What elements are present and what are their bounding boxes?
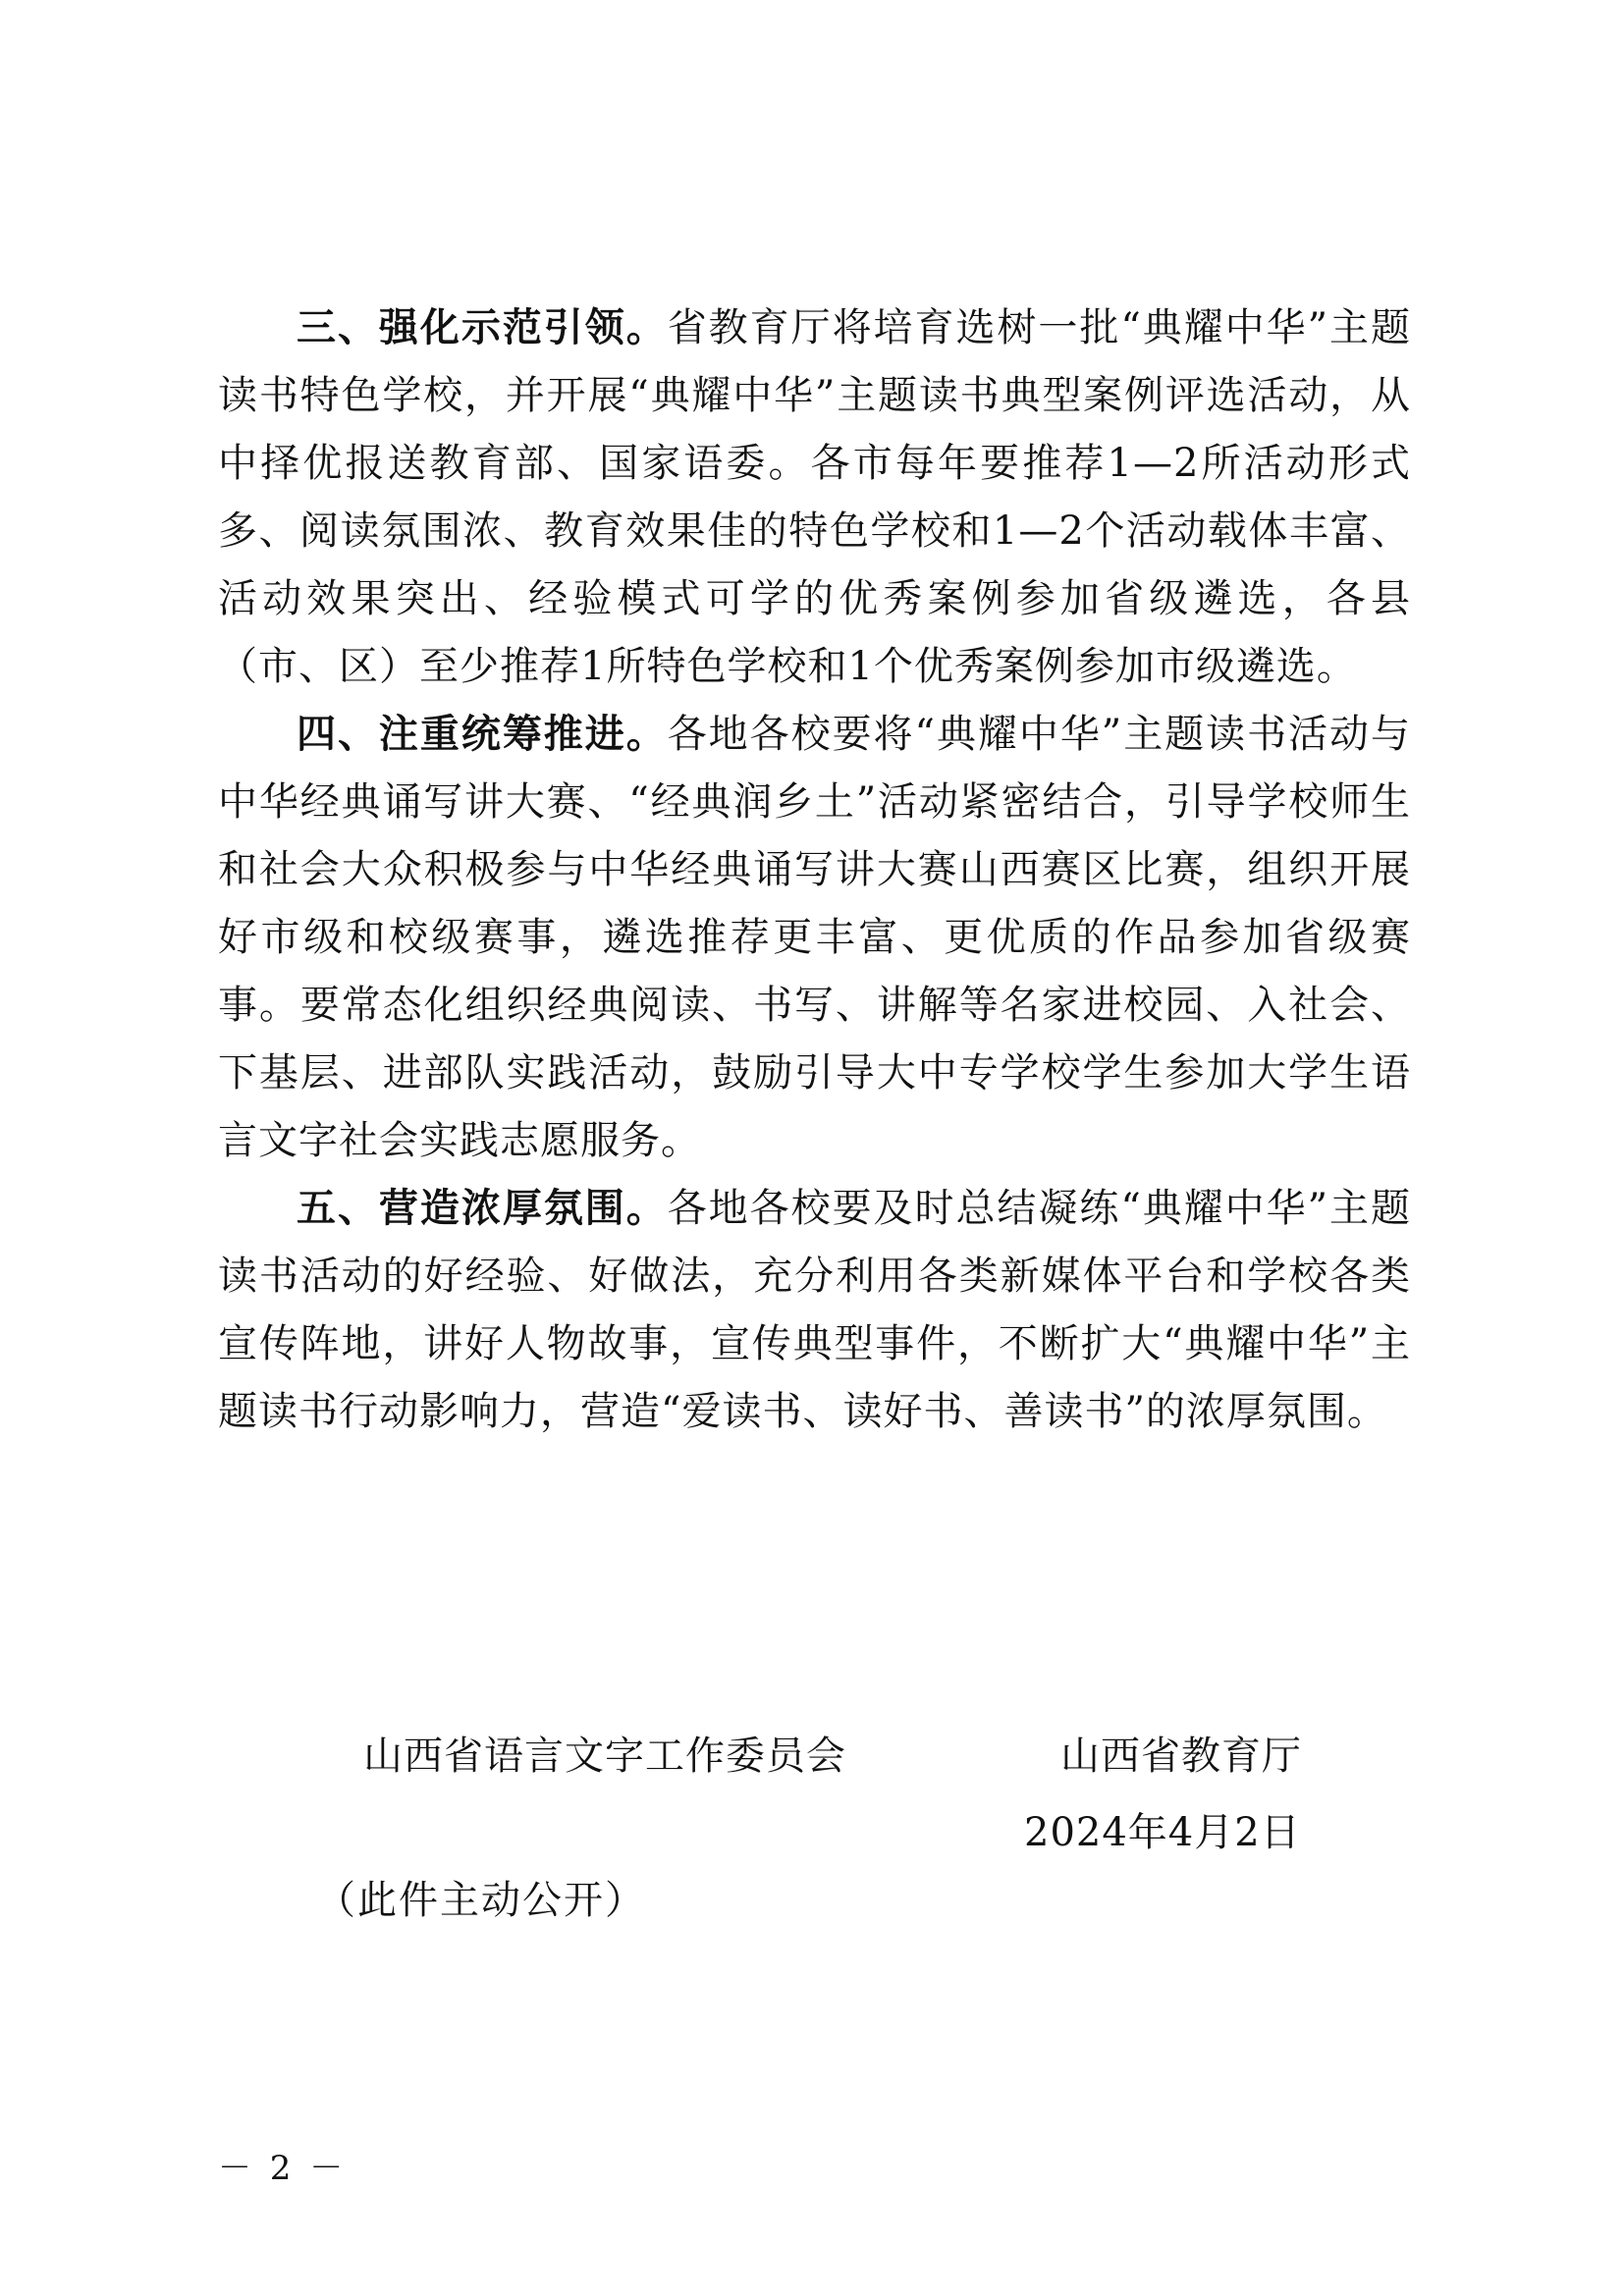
paragraph-text: 省教育厅将培育选树一批“典耀中华”主题读书特色学校，并开展“典耀中华”主题读书典型案例评选活动，从中择优报送教育部、国家语委。各市每年要推荐1—2所活动形式多、阅读氛围浓、教育效果佳的特色学校和1—2个活动载体丰富、活动效果突出、经验模式可学的优秀案例参加省级遴选，各县（市、区）至少推荐1所特色学校和1个优秀案例参加市级遴选。: [218, 305, 1411, 689]
document-body: [218, 294, 1411, 1446]
signature-org-language-committee: 山西省语言文字工作委员会: [363, 1734, 846, 1779]
paragraph-atmosphere: [218, 1175, 1411, 1446]
paragraph-text: 各地各校要及时总结凝练“典耀中华”主题读书活动的好经验、好做法，充分利用各类新媒体平台和学校各类宣传阵地，讲好人物故事，宣传典型事件，不断扩大“典耀中华”主题读书行动影响力，营造“爱读书、读好书、善读书”的浓厚氛围。: [218, 1186, 1411, 1434]
paragraph-demonstration: [218, 294, 1411, 701]
signature-org-education-department: 山西省教育厅: [1060, 1734, 1302, 1779]
paragraph-heading: 四、注重统筹推进。: [297, 712, 668, 757]
paragraph-coordination: [218, 701, 1411, 1175]
paragraph-heading: 三、强化示范引领。: [297, 305, 668, 350]
paragraph-text: 各地各校要将“典耀中华”主题读书活动与中华经典诵写讲大赛、“经典润乡土”活动紧密结合，引导学校师生和社会大众积极参与中华经典诵写讲大赛山西赛区比赛，组织开展好市级和校级赛事，遴选推荐更丰富、更优质的作品参加省级赛事。要常态化组织经典阅读、书写、讲解等名家进校园、入社会、下基层、进部队实践活动，鼓励引导大中专学校学生参加大学生语言文字社会实践志愿服务。: [218, 712, 1411, 1163]
page-number: － 2 －: [218, 2149, 348, 2188]
public-disclosure-note: （此件主动公开）: [316, 1878, 646, 1923]
paragraph-heading: 五、营造浓厚氛围。: [297, 1186, 668, 1231]
signature-date: 2024年4月2日: [1024, 1810, 1301, 1855]
